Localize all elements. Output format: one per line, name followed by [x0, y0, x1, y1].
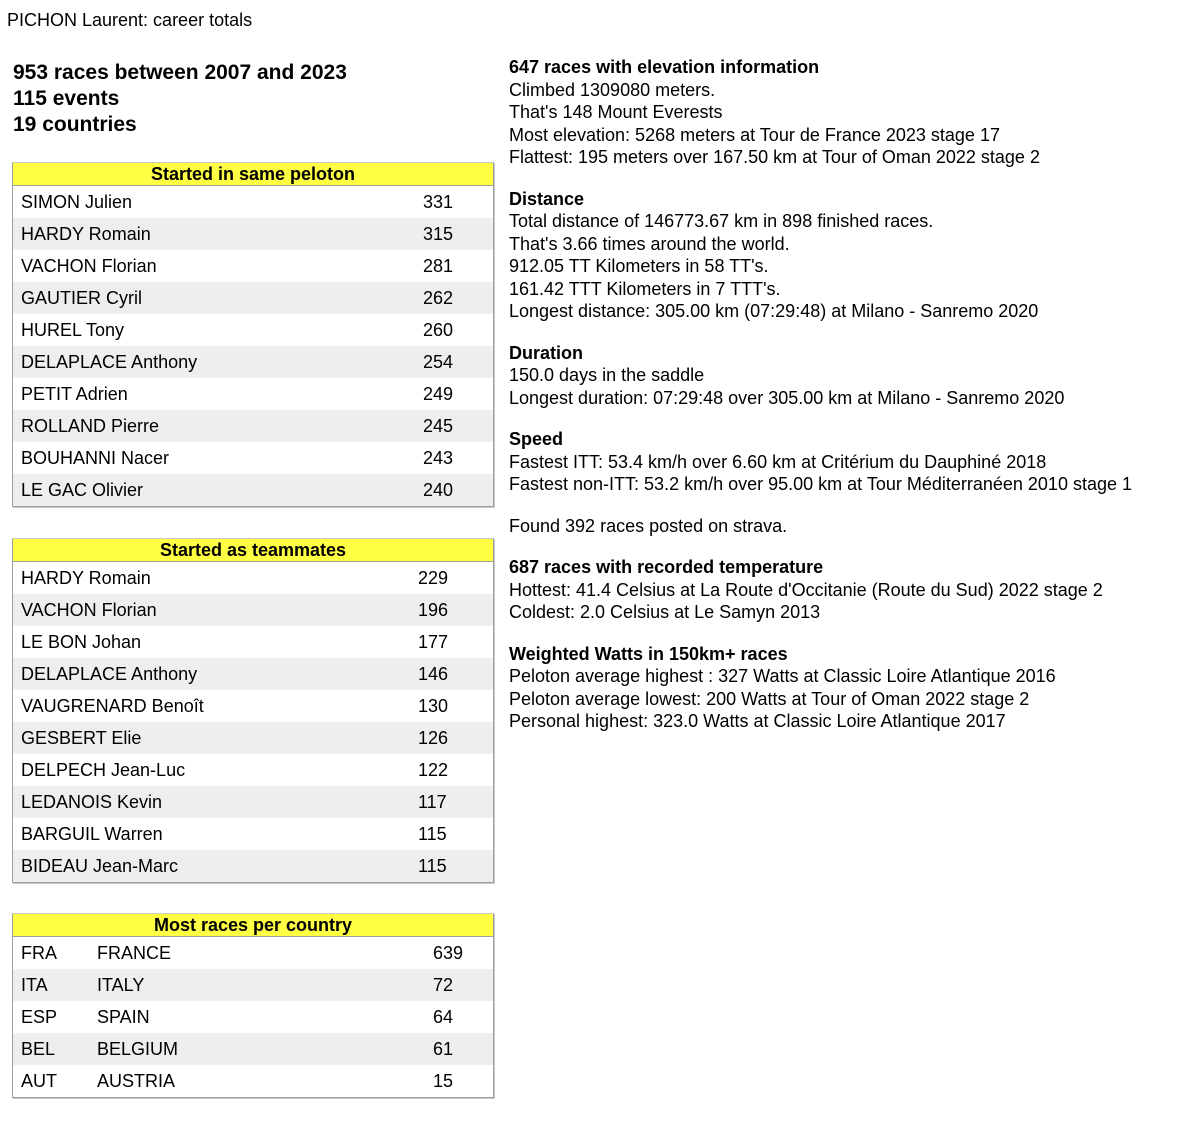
race-count: 130	[418, 695, 449, 716]
race-count: 249	[423, 383, 454, 404]
race-count: 72	[433, 969, 494, 1001]
stats-line: Longest duration: 07:29:48 over 305.00 km at Milano - Sanremo 2020	[509, 387, 1065, 408]
country-code: AUT	[21, 1070, 57, 1091]
stats-section	[509, 428, 1199, 496]
stats-line: Peloton average lowest: 200 Watts at Tour of Oman 2022 stage 2	[509, 688, 1030, 709]
stats-line: 150.0 days in the saddle	[509, 365, 705, 385]
country-name: BELGIUM	[89, 1033, 433, 1065]
rider-name: DELAPLACE Anthony	[13, 346, 424, 378]
race-count: 146	[418, 658, 494, 690]
table-row	[13, 218, 494, 250]
stats-line: Most elevation: 5268 meters at Tour de France 2023 stage 17	[509, 124, 1000, 145]
stats-line: Peloton average highest : 327 Watts at Classic Loire Atlantique 2016	[509, 666, 1056, 686]
table-row	[13, 346, 494, 378]
stats-heading: Distance	[509, 188, 585, 209]
race-count: 196	[418, 594, 494, 626]
stats-line: Climbed 1309080 meters.	[509, 79, 716, 100]
table-row	[13, 250, 494, 282]
rider-name: VACHON Florian	[13, 594, 419, 626]
stats-line: Personal highest: 323.0 Watts at Classic Loire Atlantique 2017	[509, 711, 1006, 731]
stats-line: That's 3.66 times around the world.	[509, 233, 790, 254]
stats-heading: Speed	[509, 429, 564, 449]
table-row	[13, 969, 494, 1001]
stats-line: Longest distance: 305.00 km (07:29:48) at Milano - Sanremo 2020	[509, 301, 1039, 321]
stats-section	[509, 188, 1199, 323]
race-count: 115	[418, 850, 494, 883]
race-count: 126	[418, 722, 494, 754]
stats-line: Flattest: 195 meters over 167.50 km at Tour of Oman 2022 stage 2	[509, 147, 1040, 167]
table-row	[13, 690, 494, 722]
race-count: 639	[433, 942, 464, 963]
stats-section	[509, 556, 1199, 624]
stats-line: Hottest: 41.4 Celsius at La Route d'Occitanie (Route du Sud) 2022 stage 2	[509, 579, 1103, 600]
table-row	[13, 442, 494, 474]
table-row	[13, 594, 494, 626]
rider-name: BARGUIL Warren	[21, 823, 163, 844]
race-count: 122	[418, 759, 449, 780]
stats-line: Fastest non-ITT: 53.2 km/h over 95.00 km at Tour Méditerranéen 2010 stage 1	[509, 474, 1133, 494]
countries-table	[12, 913, 494, 1098]
country-name: FRANCE	[97, 942, 172, 963]
stats-section	[509, 515, 1199, 538]
race-count: 260	[423, 319, 454, 340]
country-name: ITALY	[89, 969, 433, 1001]
rider-name: BOUHANNI Nacer	[21, 447, 170, 468]
table-row	[13, 626, 494, 658]
stats-line: Total distance of 146773.67 km in 898 finished races.	[509, 211, 934, 231]
stats-line: Found 392 races posted on strava.	[509, 515, 788, 536]
race-count: 315	[423, 218, 494, 250]
table-row	[13, 850, 494, 883]
country-code: BEL	[13, 1033, 90, 1065]
race-count: 115	[418, 823, 447, 844]
stats-line: 161.42 TTT Kilometers in 7 TTT's.	[509, 278, 781, 299]
table-row	[13, 186, 494, 219]
rider-name: BIDEAU Jean-Marc	[13, 850, 419, 883]
rider-name: LEDANOIS Kevin	[13, 786, 419, 818]
stats-section	[509, 342, 1199, 410]
race-count: 281	[423, 255, 454, 276]
race-count: 177	[418, 631, 449, 652]
stats-heading: Weighted Watts in 150km+ races	[509, 643, 788, 664]
race-count: 15	[433, 1070, 454, 1091]
rider-name: VAUGRENARD Benoît	[21, 695, 204, 716]
stats-heading: 687 races with recorded temperature	[509, 557, 824, 577]
table-row	[13, 562, 494, 595]
page-title: PICHON Laurent: career totals	[7, 10, 253, 30]
rider-name: DELAPLACE Anthony	[13, 658, 419, 690]
teammates-table	[12, 538, 494, 883]
country-name: SPAIN	[97, 1006, 150, 1027]
rider-name: GAUTIER Cyril	[13, 282, 424, 314]
rider-name: VACHON Florian	[21, 255, 157, 276]
country-code: FRA	[21, 942, 57, 963]
rider-name: HARDY Romain	[13, 218, 424, 250]
race-count: 254	[423, 346, 494, 378]
race-count: 331	[423, 191, 454, 212]
stats-section	[509, 56, 1199, 169]
rider-name: SIMON Julien	[21, 191, 133, 212]
rider-name: ROLLAND Pierre	[13, 410, 424, 442]
race-count: 245	[423, 410, 494, 442]
race-count: 229	[418, 567, 449, 588]
race-count: 243	[423, 447, 454, 468]
stats-line: 912.05 TT Kilometers in 58 TT's.	[509, 256, 769, 276]
rider-name: HARDY Romain	[21, 567, 151, 588]
table-row	[13, 282, 494, 314]
career-summary	[13, 60, 347, 138]
rider-name: PETIT Adrien	[21, 383, 128, 404]
race-count: 61	[433, 1033, 494, 1065]
table-row	[13, 1065, 494, 1098]
summary-events: 115 events	[13, 87, 120, 110]
table-row	[13, 378, 494, 410]
table-row	[13, 658, 494, 690]
country-code: ESP	[21, 1006, 58, 1027]
table-row	[13, 786, 494, 818]
rider-name: LE GAC Olivier	[13, 474, 424, 507]
stats-heading: Duration	[509, 342, 583, 363]
teammates-table-title: Started as teammates	[13, 539, 494, 562]
table-row	[13, 937, 494, 970]
stats-line: That's 148 Mount Everests	[509, 102, 723, 122]
rider-name: LE BON Johan	[21, 631, 142, 652]
stats-heading: 647 races with elevation information	[509, 57, 820, 77]
stats-line: Fastest ITT: 53.4 km/h over 6.60 km at Critérium du Dauphiné 2018	[509, 451, 1047, 472]
race-count: 117	[418, 786, 494, 818]
rider-name: HUREL Tony	[21, 319, 125, 340]
table-row	[13, 1033, 494, 1065]
table-row	[13, 314, 494, 346]
table-row	[13, 474, 494, 507]
table-row	[13, 722, 494, 754]
rider-name: GESBERT Elie	[13, 722, 419, 754]
table-row	[13, 1001, 494, 1033]
table-row	[13, 410, 494, 442]
peloton-table	[12, 162, 494, 507]
summary-races: 953 races between 2007 and 2023	[13, 61, 347, 84]
table-row	[13, 754, 494, 786]
race-count: 262	[423, 282, 494, 314]
summary-countries: 19 countries	[13, 113, 137, 136]
peloton-table-title: Started in same peloton	[13, 163, 494, 186]
stats-panel	[509, 56, 1199, 752]
country-code: ITA	[13, 969, 90, 1001]
race-count: 240	[423, 474, 494, 507]
race-count: 64	[433, 1006, 454, 1027]
rider-name: DELPECH Jean-Luc	[21, 759, 186, 780]
country-name: AUSTRIA	[97, 1070, 176, 1091]
stats-line: Coldest: 2.0 Celsius at Le Samyn 2013	[509, 602, 821, 622]
stats-section	[509, 643, 1199, 733]
table-row	[13, 818, 494, 850]
countries-table-title: Most races per country	[13, 914, 494, 937]
